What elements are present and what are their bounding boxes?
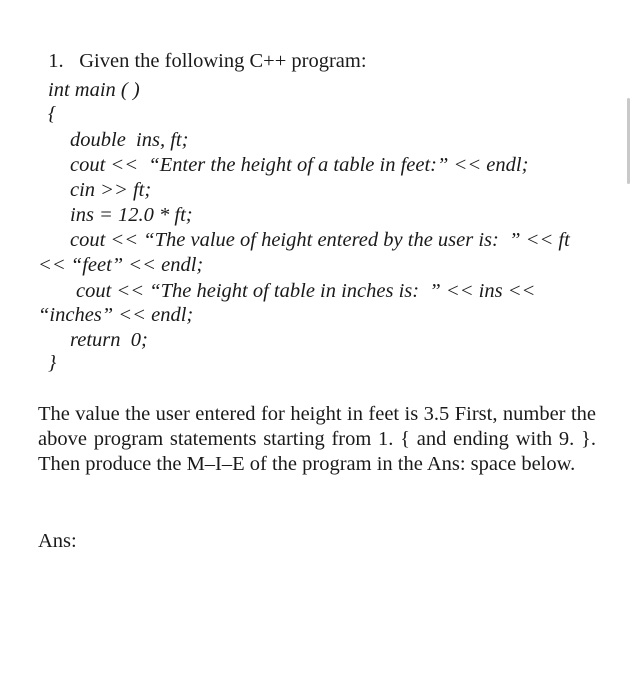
code-line-12: } bbox=[48, 352, 57, 374]
code-line-6: ins = 12.0 * ft; bbox=[70, 204, 193, 226]
code-line-4: cout << “Enter the height of a table in feet:” << endl; bbox=[70, 154, 529, 176]
code-line-7: cout << “The value of height entered by the user is: ” << ft bbox=[70, 229, 570, 251]
code-line-11: return 0; bbox=[70, 329, 148, 351]
question-number: 1. bbox=[48, 49, 64, 72]
code-line-10: “inches” << endl; bbox=[38, 304, 194, 326]
code-line-3: double ins, ft; bbox=[70, 129, 189, 151]
code-line-9: cout << “The height of table in inches is: ” << ins << bbox=[76, 280, 536, 302]
question-prompt: Given the following C++ program: bbox=[79, 49, 367, 72]
code-line-8: << “feet” << endl; bbox=[38, 254, 204, 276]
answer-label: Ans: bbox=[38, 530, 77, 552]
scrollbar[interactable] bbox=[627, 98, 630, 184]
instruction-paragraph: The value the user entered for height in feet is 3.5 First, number the above program statements starting from 1. { and ending with 9. }. Then produce the M–I–E of the program in the Ans: space below. bbox=[38, 403, 596, 475]
code-line-1: int main ( ) bbox=[48, 79, 140, 101]
code-line-2: { bbox=[48, 103, 57, 125]
code-line-5: cin >> ft; bbox=[70, 179, 152, 201]
question-heading bbox=[38, 30, 367, 71]
